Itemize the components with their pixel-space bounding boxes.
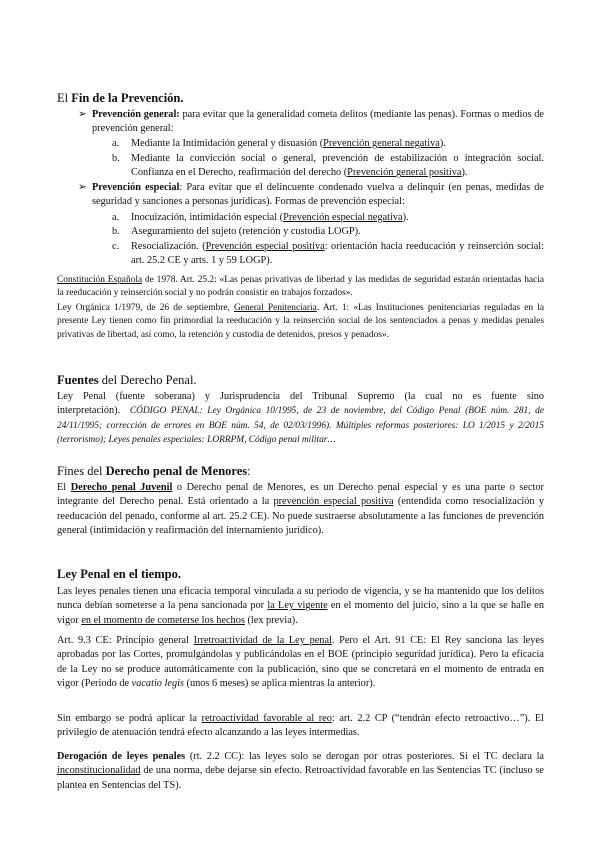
list-item-inocuizacion: Inocuización, intimidación especial (Prevención especial negativa). [131, 212, 409, 223]
list-item-resocializacion: Resocialización. (Prevención especial positiva: orientación hacia reeducación y reinserción social: art. 25.2 CE y arts. 1 y 59 LOGP). [131, 241, 544, 267]
bullet-prevencion-especial: Prevención especial: Para evitar que el delincuente condenado vuelva a delinquir (en penas, medidas de seguridad y sanciones a personas jurídicas). Formas de prevención especial: [92, 182, 544, 208]
bullet-arrow-icon: ➢ [78, 182, 87, 193]
paragraph-retroactividad: Sin embargo se podrá aplicar la retroactividad favorable al reo: art. 2.2 CP (“tendrán efecto retroactivo…”). El privilegio de atenuación tendrá efecto alcanzando a las leyes intermedias. [57, 713, 544, 739]
bullet-prevencion-general: Prevención general: para evitar que la generalidad cometa delitos (mediante las penas). Formas o medios de prevención general: [92, 109, 544, 135]
paragraph-fuentes: Ley Penal (fuente soberana) y Jurisprudencia del Tribunal Supremo (la cual no es fuente sino interpretación). CÓDIGO PENAL: Ley Orgánica 10/1995, de 23 de noviembre, del Código Penal (BOE núm. 281, de 24/11/1995; corrección de errores en BOE núm. 54, de 02/03/1996). Múltiples reformas posteriores: LO 1/2015 y 2/2015 (terrorismo); Leyes penales especiales: LORRPM, Código penal militar… [57, 391, 544, 446]
paragraph-eficacia-temporal: Las leyes penales tienen una eficacia temporal vinculada a su periodo de vigencia, y se ha mantenido que los delitos nunca debían someterse a la pena sancionada por la Ley vigente en el momento del juicio, sino a la que se halle en vigor en el momento de cometerse los hechos (lex previa). [57, 586, 544, 626]
list-marker: b. [112, 153, 120, 164]
paragraph-derogacion: Derogación de leyes penales (rt. 2.2 CC): las leyes solo se derogan por otras posteriores. Si el TC declara la inconstitucionalidad de una norma, debe dejarse sin efecto. Retroactividad favorable en las Sentencias TC (incluso se plantea en Sentencias del TS). [57, 751, 545, 791]
list-item-conviccion-social: Mediante la convicción social o general, prevención de estabilización o integración social. Confianza en el Derecho, reafirmación del derecho (Prevención general positiva). [131, 153, 544, 179]
list-marker: a. [112, 138, 120, 149]
paragraph-menores: El Derecho penal Juvenil o Derecho penal de Menores, es un Derecho penal especial y es una parte o sector integrante del Derecho penal. Está orientado a la prevención especial positiva (entendida como resocialización y reeducación del penado, conforme al art. 25.2 CE). No puede sustraerse absolutamente a las funciones de prevención general (intimidación y reafirmación del internamiento jurídico). [57, 482, 545, 537]
paragraph-ley-penitenciaria: Ley Orgánica 1/1979, de 26 de septiembre, General Penitenciaria. Art. 1: «Las Instituciones penitenciarias reguladas en la presente Ley tienen como fin primordial la reeducación y la reinserción social de los sentenciados a penas y medidas penales privativas de libertad, así como, la retención y custodia de detenidos, presos y penados». [57, 303, 544, 340]
section-heading-fin-prevencion: El Fin de la Prevención. [57, 91, 184, 105]
section-heading-menores: Fines del Derecho penal de Menores: [57, 464, 251, 478]
list-marker: b. [112, 226, 120, 237]
bullet-arrow-icon: ➢ [78, 109, 87, 120]
paragraph-constitucion: Constitución Española de 1978. Art. 25.2: «Las penas privativas de libertad y las medidas de seguridad estarán orientadas hacia la reeducación y reinserción social y no podrán consistir en trabajos forzados». [57, 275, 544, 299]
list-marker: a. [112, 212, 120, 223]
section-heading-fuentes: Fuentes del Derecho Penal. [57, 373, 197, 387]
list-item-intimidacion: Mediante la Intimidación general y disuasión (Prevención general negativa). [131, 138, 446, 149]
list-marker: c. [112, 241, 120, 252]
section-heading-ley-penal-tiempo: Ley Penal en el tiempo. [57, 567, 181, 581]
list-item-aseguramiento: Aseguramiento del sujeto (retención y custodia LOGP). [131, 226, 361, 237]
paragraph-irretroactividad: Art. 9.3 CE: Principio general Irretroactividad de la Ley penal. Pero el Art. 91 CE: El Rey sanciona las leyes aprobadas por las Cortes, promulgándolas y publicándolas en el BOE (principio seguridad jurídica). Pero la eficacia de la Ley no se produce automáticamente con la publicación, sino que se concretará en el momento de entrada en vigor (Periodo de vacatio legis (unos 6 meses) se aplica mientras la anterior). [57, 635, 544, 690]
